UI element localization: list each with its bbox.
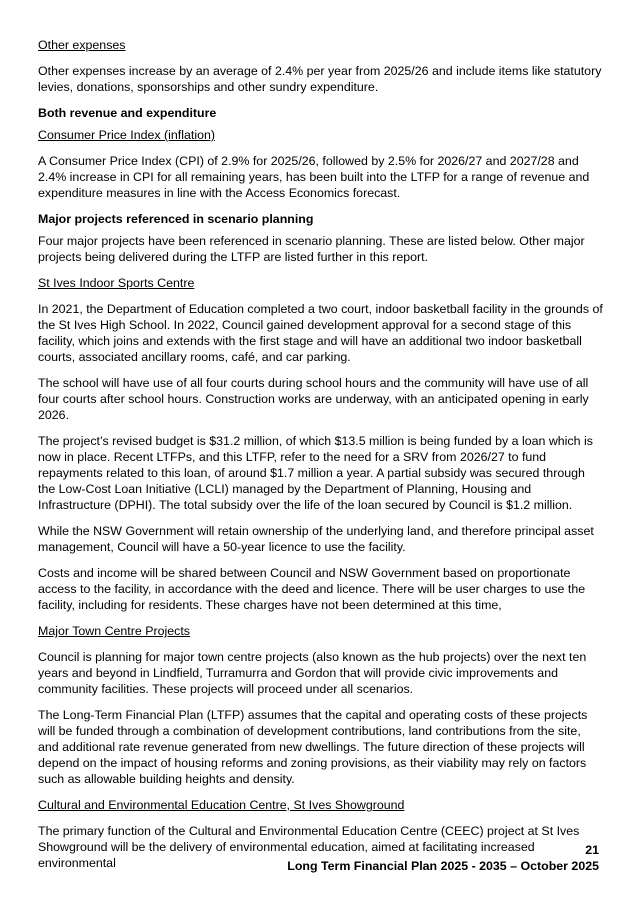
paragraph: The school will have use of all four courts during school hours and the community will have use of all four courts after school hours. Construction works are underway, with an anticipated opening in early 2026. — [38, 376, 589, 422]
paragraph: In 2021, the Department of Education completed a two court, indoor basketball facility in the grounds of the St Ives High School. In 2022, Council gained development approval for a second stage of this facility, which joins and extends with the first stage and will have an additional two indoor basketball courts, associated ancillary rooms, café, and car parking. — [38, 302, 603, 364]
subheading-st-ives-sports-centre: St Ives Indoor Sports Centre — [38, 276, 195, 290]
paragraph: Costs and income will be shared between Council and NSW Government based on proportionate access to the facility, in accordance with the deed and licence. There will be user charges to use the facility, including for residents. These charges have not been determined at this time, — [38, 566, 586, 612]
subheading-cpi: Consumer Price Index (inflation) — [38, 128, 215, 142]
paragraph: The Long-Term Financial Plan (LTFP) assumes that the capital and operating costs of these projects will be funded through a combination of development contributions, land contributions from the site, and additional rate revenue generated from new dwellings. The future direction of these projects will depend on the impact of housing reforms and zoning provisions, as their viability may rely on factors such as allowable building heights and density. — [38, 708, 588, 786]
subheading-other-expenses: Other expenses — [38, 38, 126, 52]
page-footer — [287, 842, 599, 874]
paragraph: The primary function of the Cultural and Environmental Education Centre (CEEC) project at St Ives Showground will be the delivery of environmental education, aimed at facilitating increased environmental — [38, 824, 580, 870]
heading-major-projects: Major projects referenced in scenario planning — [38, 212, 314, 226]
paragraph: A Consumer Price Index (CPI) of 2.9% for 2025/26, followed by 2.5% for 2026/27 and 2027/28 and 2.4% increase in CPI for all remaining years, has been built into the LTFP for a range of revenue and expenditure measures in line with the Access Economics forecast. — [38, 154, 590, 200]
paragraph: Other expenses increase by an average of 2.4% per year from 2025/26 and include items like statutory levies, donations, sponsorships and other sundry expenditure. — [38, 64, 602, 94]
paragraph: Council is planning for major town centre projects (also known as the hub projects) over the next ten years and beyond in Lindfield, Turramurra and Gordon that will provide civic improvements and community facilities. These projects will proceed under all scenarios. — [38, 650, 587, 696]
paragraph: The project’s revised budget is $31.2 million, of which $13.5 million is being funded by a loan which is now in place. Recent LTFPs, and this LTFP, refer to the need for a SRV from 2026/27 to fund repayments related to this loan, of around $1.7 million a year. A partial subsidy was secured through the Low-Cost Loan Initiative (LCLI) managed by the Department of Planning, Housing and Infrastructure (DPHI). The total subsidy over the life of the loan secured by Council is $1.2 million. — [38, 434, 593, 512]
document-title: Long Term Financial Plan 2025 - 2035 – October 2025 — [287, 859, 599, 873]
page-content — [38, 37, 604, 881]
subheading-town-centre-projects: Major Town Centre Projects — [38, 624, 190, 638]
heading-both-revenue-expenditure: Both revenue and expenditure — [38, 106, 217, 120]
page-number: 21 — [585, 843, 599, 857]
subheading-ceec: Cultural and Environmental Education Centre, St Ives Showground — [38, 798, 405, 812]
paragraph: While the NSW Government will retain ownership of the underlying land, and therefore principal asset management, Council will have a 50-year licence to use the facility. — [38, 524, 594, 554]
paragraph: Four major projects have been referenced in scenario planning. These are listed below. Other major projects being delivered during the LTFP are listed further in this report. — [38, 234, 585, 264]
